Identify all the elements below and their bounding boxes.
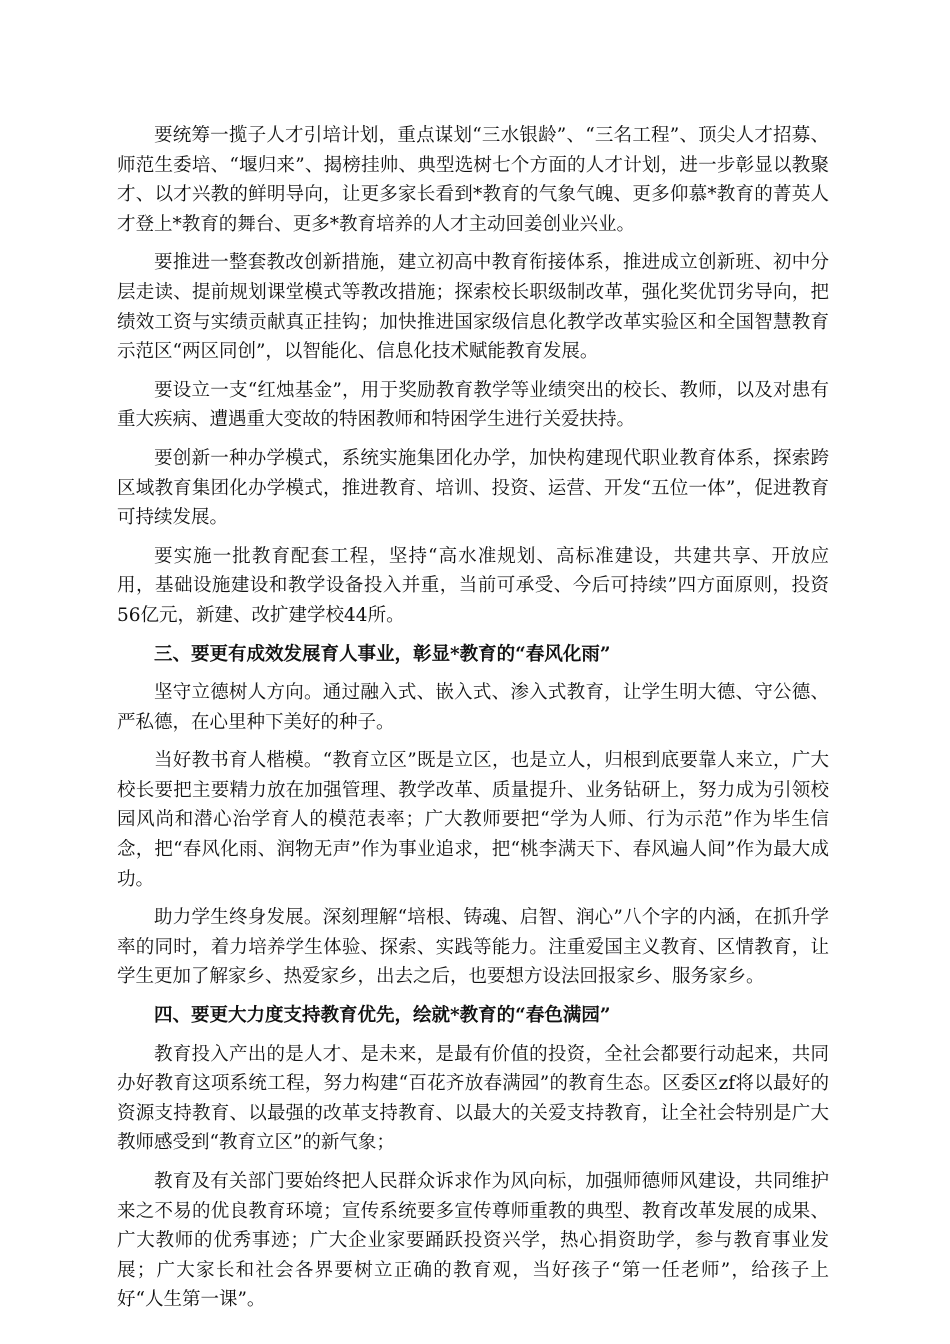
- section-heading-four: 四、要更大力度支持教育优先，绘就*教育的“春色满园”: [154, 1005, 611, 1027]
- paragraph-role-model: 当好教书育人楷模。“教育立区”既是立区，也是立人，归根到底要靠人来立，广大校长要把主要精力放在加强管理、教学改革、质量提升、业务钻研上，努力成为引领校园风尚和潜心治学育人的模范表率；广大教师要把“学为人师、行为示范”作为毕生信念，把“春风化雨、润物无声”作为事业追求，把“桃李满天下、春风遍人间”作为最大成功。: [117, 750, 829, 890]
- document-page: [117, 121, 829, 1324]
- paragraph-departments: 教育及有关部门要始终把人民群众诉求作为风向标，加强师德师风建设，共同维护来之不易的优良教育环境；宣传系统要多宣传尊师重教的典型、教育改革发展的成果、广大教师的优秀事迹；广大企业家要踊跃投资兴学，热心捐资助学，参与教育事业发展；广大家长和社会各界要树立正确的教育观，当好孩子“第一任老师”，给孩子上好“人生第一课”。: [117, 1171, 829, 1311]
- paragraph-talent-plan: 要统筹一揽子人才引培计划，重点谋划“三水银龄”、“三名工程”、顶尖人才招募、师范生委培、“堰归来”、揭榜挂帅、典型选树七个方面的人才计划，进一步彰显以教聚才、以才兴教的鲜明导向，让更多家长看到*教育的气象气魄、更多仰慕*教育的菁英人才登上*教育的舞台、更多*教育培养的人才主动回姜创业兴业。: [117, 125, 829, 235]
- section-heading-three: 三、要更有成效发展育人事业，彰显*教育的“春风化雨”: [154, 643, 611, 665]
- paragraph-supporting-projects: 要实施一批教育配套工程，坚持“高水准规划、高标准建设，共建共享、开放应用，基础设施建设和教学设备投入并重，当前可承受、今后可持续”四方面原则，投资56亿元，新建、改扩建学校44所。: [117, 545, 829, 626]
- paragraph-school-model: 要创新一种办学模式，系统实施集团化办学，加快构建现代职业教育体系，探索跨区域教育集团化办学模式，推进教育、培训、投资、运营、开发“五位一体”，促进教育可持续发展。: [117, 447, 829, 529]
- paragraph-candle-fund: 要设立一支“红烛基金”，用于奖励教育教学等业绩突出的校长、教师，以及对患有重大疾病、遭遇重大变故的特困教师和特困学生进行关爱扶持。: [117, 379, 829, 431]
- paragraph-investment: 教育投入产出的是人才、是未来，是最有价值的投资，全社会都要行动起来，共同办好教育这项系统工程，努力构建“百花齐放春满园”的教育生态。区委区zf将以最好的资源支持教育、以最强的改革支持教育、以最大的关爱支持教育，让全社会特别是广大教师感受到“教育立区”的新气象；: [117, 1043, 829, 1154]
- paragraph-moral-education: 坚守立德树人方向。通过融入式、嵌入式、渗入式教育，让学生明大德、守公德、严私德，在心里种下美好的种子。: [117, 682, 829, 733]
- paragraph-lifelong-development: 助力学生终身发展。深刻理解“培根、铸魂、启智、润心”八个字的内涵，在抓升学率的同时，着力培养学生体验、探索、实践等能力。注重爱国主义教育、区情教育，让学生更加了解家乡、热爱家乡，出去之后，也要想方设法回报家乡、服务家乡。: [117, 907, 829, 988]
- paragraph-reform-measures: 要推进一整套教改创新措施，建立初高中教育衔接体系，推进成立创新班、初中分层走读、提前规划课堂模式等教改措施；探索校长职级制改革，强化奖优罚劣导向，把绩效工资与实绩贡献真正挂钩；加快推进国家级信息化教学改革实验区和全国智慧教育示范区“两区同创”，以智能化、信息化技术赋能教育发展。: [117, 252, 829, 363]
